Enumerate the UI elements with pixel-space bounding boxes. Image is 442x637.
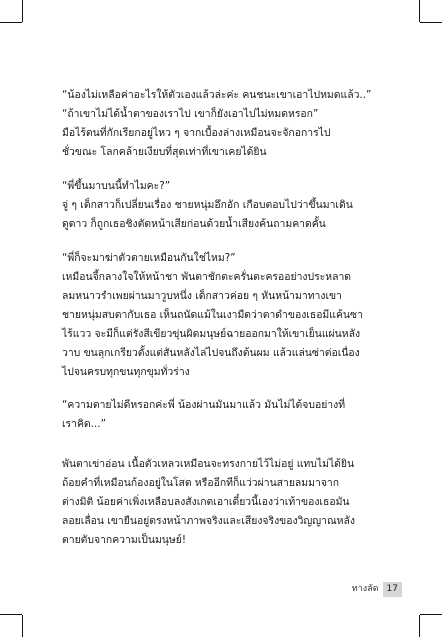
narration-line: ดูดาว ก็ถูกเธอชิงตัดหน้าเสียก่อนด้วยน้ำเสียงค้นถามคาดคั้น: [62, 218, 326, 230]
narration-line: ลอยเลื่อน เขายืนอยู่ตรงหน้าภาพจริงและเสียงจริงของวิญญาณหลัง: [62, 515, 355, 527]
narration-line: ชายหนุ่มสบตากับเธอ เห็นถนัดแม้ในเงามืดว่าตาดำของเธอมีแค้นซา: [62, 309, 363, 321]
narration-line: เหมือนจี้กลางใจให้หน้าชา พันตาชักตะครั่นตะครออย่างประหลาด: [62, 271, 352, 283]
running-title: ทางลัด: [351, 584, 379, 594]
dialogue-line: “ถ้าเขาไม่ได้น้ำตาของเราไป เขาก็ยังเอาไปไม่หมดหรอก”: [62, 108, 319, 120]
narration-line: มือไร้ตนที่กักเรียกอยู่ไหว ๆ จากเบื้องล่างเหมือนจะจักอการไป: [62, 127, 331, 139]
narration-line: ถ้อยคำที่เหมือนก้องอยู่ในโสต หรืออีกทีก็แว่วผ่านสายลมมาจาก: [62, 477, 340, 489]
paragraph-3: [62, 249, 380, 382]
crop-mark-bottom-left: [22, 615, 23, 637]
narration-line: ไร้แวว จะมีก็แต่รังสีเขียวขุ่นผิดมนุษย์ฉายออกมาให้เขาเย็นแผ่นหลัง: [62, 328, 361, 340]
paragraph-4: [62, 396, 380, 434]
crop-mark-top-right: [420, 22, 442, 23]
dialogue-line: “น้องไม่เหลือค่าอะไรให้ตัวเองแล้วล่ะค่ะ คนชนะเขาเอาไปหมดแล้ว..”: [62, 89, 372, 101]
paragraph-1: [62, 86, 380, 162]
crop-mark-top-left: [0, 22, 22, 23]
narration-line: ชั่วขณะ โลกคล้ายเงียบที่สุดเท่าที่เขาเคยได้ยิน: [62, 146, 267, 158]
narration-line: ลมหนาวรำเพยผ่านมาวูบหนึ่ง เด็กสาวค่อย ๆ หันหน้ามาทางเขา: [62, 290, 342, 302]
paragraph-5: [62, 455, 380, 550]
narration-line: ต่างมิติ น้อยค่าเพิ่งเหลือบลงสังเกตเอาเดี๋ยวนี้เองว่าเท้าของเธอมัน: [62, 496, 350, 508]
dialogue-line: “พี่ก็จะมาฆ่าตัวตายเหมือนกันใช่ไหม?”: [62, 252, 236, 264]
narration-line: ไปจนครบทุกขนทุกขุมทั่วร่าง: [62, 366, 190, 378]
narration-line: วาบ ขนลุกเกรียวตั้งแต่สันหลังไล่ไปจนถึงต้นผม แล้วแล่นซ่าต่อเนื่อง: [62, 347, 360, 359]
narration-line: จู่ ๆ เด็กสาวก็เปลี่ยนเรื่อง ชายหนุ่มอึกอัก เกือบตอบไปว่าขึ้นมาเดิน: [62, 199, 353, 211]
narration-line: ตายตับจากความเป็นมนุษย์!: [62, 534, 187, 546]
page-footer: [352, 582, 402, 597]
dialogue-line: “ความตายไม่ดีหรอกค่ะพี่ น้องผ่านมันมาแล้ว มันไม่ได้จบอย่างที่: [62, 399, 346, 411]
narration-line: พันตาเข่าอ่อน เนื้อตัวเหลวเหมือนจะทรงกายไว้ไม่อยู่ แทบไม่ได้ยิน: [62, 458, 355, 470]
dialogue-line: “พี่ขึ้นมาบนนี้ทำไมคะ?”: [62, 180, 171, 192]
crop-mark-bottom-left: [0, 614, 22, 615]
dialogue-line: เราคิด...”: [62, 418, 106, 430]
crop-mark-top-right: [419, 0, 420, 22]
crop-mark-bottom-right: [419, 615, 420, 637]
paragraph-2: [62, 177, 380, 234]
crop-mark-bottom-right: [420, 614, 442, 615]
crop-mark-top-left: [22, 0, 23, 22]
page-number: 17: [383, 582, 402, 597]
